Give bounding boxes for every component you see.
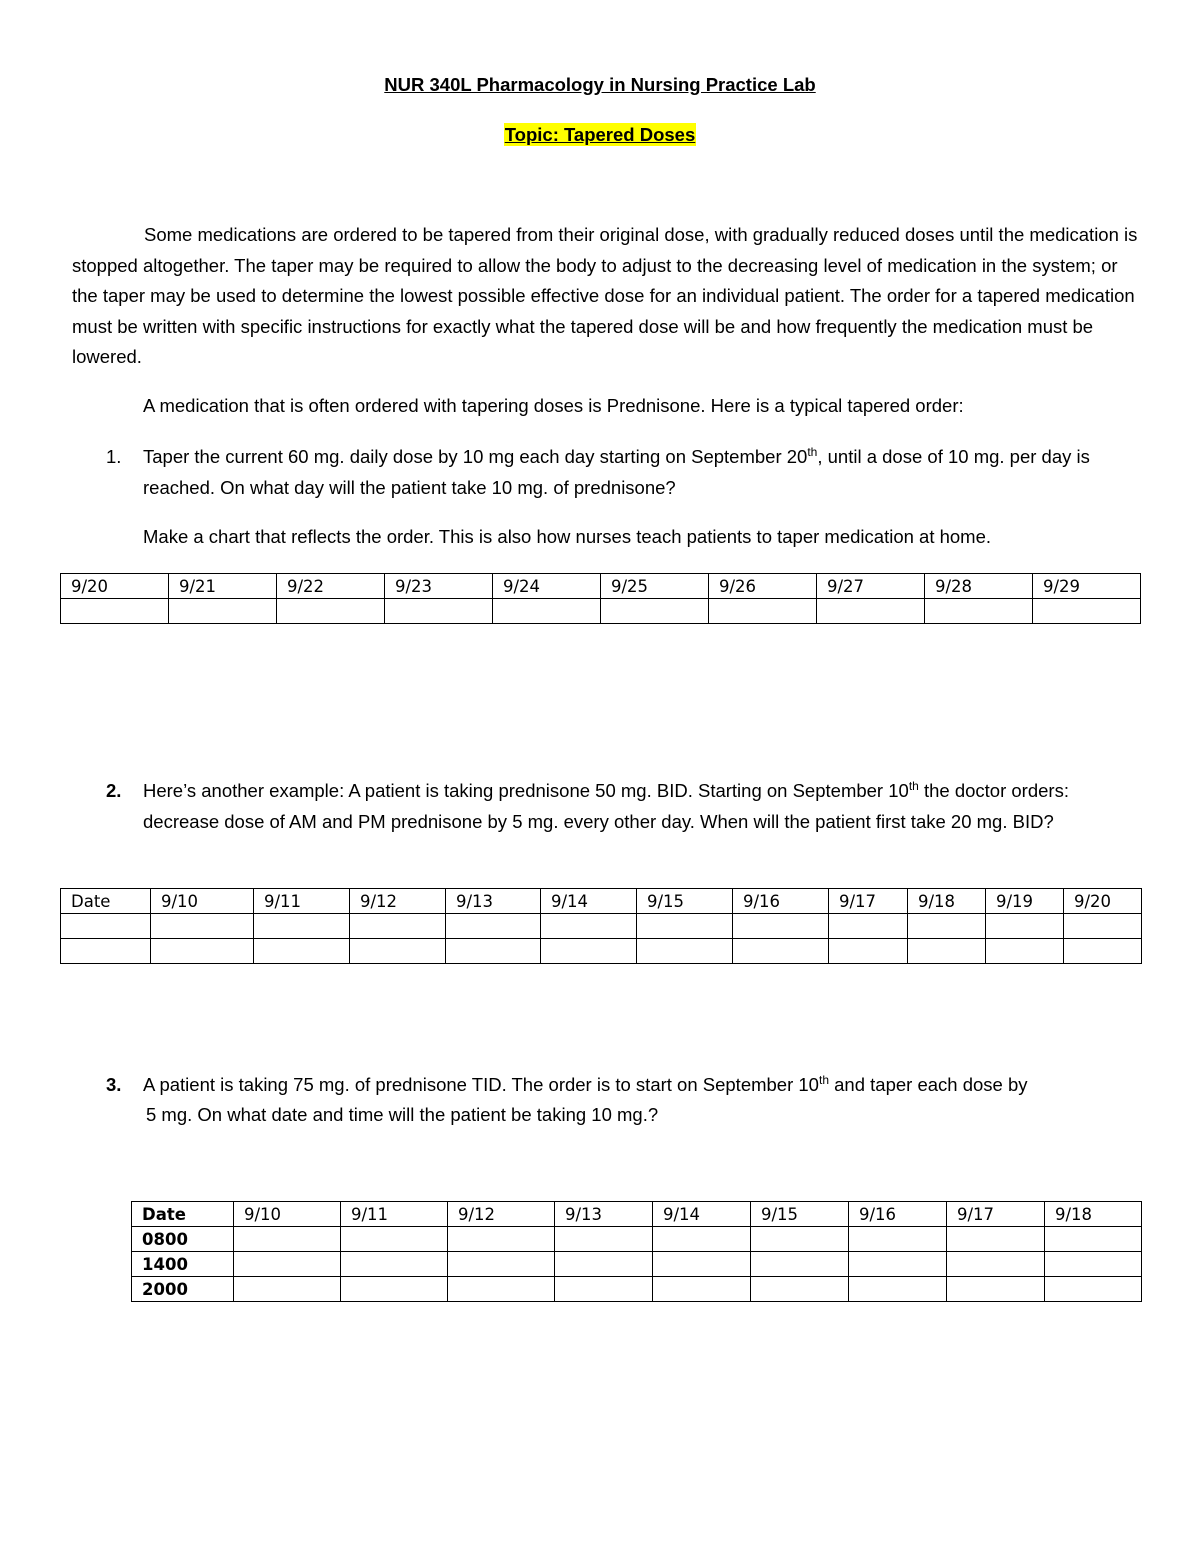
header-cell: 9/22 [277,574,385,599]
dose-cell[interactable] [448,1277,555,1302]
dose-cell[interactable] [493,599,601,624]
question-2-text-a: Here’s another example: A patient is taking prednisone 50 mg. BID. Starting on September 10 [143,780,909,801]
dose-cell[interactable] [829,914,908,939]
header-cell: Date [132,1202,234,1227]
header-cell: 9/15 [751,1202,849,1227]
table-row [132,1227,1142,1252]
topic-heading-wrap [0,124,1200,146]
header-cell: 9/11 [341,1202,448,1227]
question-1-text [143,442,1123,503]
intro-text: Some medications are ordered to be tapered from their original dose, with gradually reduced doses until the medication is stopped altogether. The taper may be required to allow the body to adjust to the decreasing level of medication in the system; or the taper may be used to determine the lowest possible effective dose for an individual patient. The order for a tapered medication must be written with specific instructions for exactly what the tapered dose will be and how frequently the medication must be lowered. [72,224,1138,367]
dose-cell[interactable] [1033,599,1141,624]
header-cell: 9/17 [947,1202,1045,1227]
question-2-text [143,776,1118,837]
dose-cell[interactable] [637,939,733,964]
table-row [132,1252,1142,1277]
table-header-row [61,574,1141,599]
question-3-superscript: th [818,1072,829,1087]
dose-cell[interactable] [733,939,829,964]
dose-cell[interactable] [637,914,733,939]
header-cell: 9/16 [849,1202,947,1227]
dose-cell[interactable] [653,1227,751,1252]
question-3-text-a: A patient is taking 75 mg. of prednisone TID. The order is to start on September 10 [143,1074,819,1095]
header-cell: 9/20 [61,574,169,599]
dose-cell[interactable] [151,914,254,939]
question-3-number: 3. [106,1074,122,1095]
dose-cell[interactable] [254,914,350,939]
dose-cell[interactable] [751,1227,849,1252]
header-cell: 9/26 [709,574,817,599]
header-cell: 9/21 [169,574,277,599]
header-cell: 9/12 [448,1202,555,1227]
header-cell: 9/14 [541,889,637,914]
time-label-cell: 0800 [132,1227,234,1252]
dose-cell[interactable] [1045,1277,1142,1302]
question-1-number: 1. [106,446,122,467]
document-title: NUR 340L Pharmacology in Nursing Practice Lab [384,74,816,95]
dose-cell[interactable] [555,1252,653,1277]
question-3-text-b: and taper each dose by [829,1074,1028,1095]
dose-cell[interactable] [829,939,908,964]
dose-cell[interactable] [947,1227,1045,1252]
dose-cell[interactable] [849,1277,947,1302]
dose-cell[interactable] [709,599,817,624]
dose-cell[interactable] [849,1252,947,1277]
question-2-number: 2. [106,780,122,801]
taper-table-2 [60,888,1142,964]
dose-cell[interactable] [947,1252,1045,1277]
dose-cell[interactable] [986,914,1064,939]
dose-cell[interactable] [151,939,254,964]
time-label-cell: 1400 [132,1252,234,1277]
header-cell: 9/15 [637,889,733,914]
table-header-row [61,889,1142,914]
dose-cell[interactable] [751,1252,849,1277]
header-cell: 9/13 [555,1202,653,1227]
dose-cell[interactable] [448,1227,555,1252]
dose-cell[interactable] [817,599,925,624]
dose-cell[interactable] [341,1277,448,1302]
dose-cell[interactable] [341,1227,448,1252]
dose-cell[interactable] [61,939,151,964]
dose-cell[interactable] [555,1227,653,1252]
question-3-text [143,1070,1143,1101]
question-1-text-a: Taper the current 60 mg. daily dose by 10 mg each day starting on September 20 [143,446,808,467]
header-cell: 9/27 [817,574,925,599]
question-2-text-b: the doctor orders: decrease dose of AM and PM prednisone by 5 mg. every other day. When will the patient first take 20 mg. BID? [143,780,1069,832]
header-cell: Date [61,889,151,914]
table-row [61,939,1142,964]
header-cell: 9/13 [446,889,541,914]
dose-cell[interactable] [1045,1252,1142,1277]
dose-cell[interactable] [849,1227,947,1252]
dose-cell[interactable] [541,939,637,964]
header-cell: 9/19 [986,889,1064,914]
topic-heading: Topic: Tapered Doses [504,124,696,145]
dose-cell[interactable] [61,914,151,939]
dose-cell[interactable] [925,599,1033,624]
question-1-superscript: th [807,444,818,459]
intro-paragraph [72,220,1142,373]
chart-instruction: Make a chart that reflects the order. This is also how nurses teach patients to taper medication at home. [143,526,992,547]
dose-cell[interactable] [277,599,385,624]
dose-cell[interactable] [446,939,541,964]
header-cell: 9/16 [733,889,829,914]
header-cell: 9/11 [254,889,350,914]
header-cell: 9/10 [234,1202,341,1227]
dose-cell[interactable] [541,914,637,939]
dose-cell[interactable] [341,1252,448,1277]
dose-cell[interactable] [601,599,709,624]
header-cell: 9/18 [908,889,986,914]
taper-table-3 [131,1201,1142,1302]
dose-cell[interactable] [1045,1227,1142,1252]
table-row [132,1277,1142,1302]
dose-cell[interactable] [751,1277,849,1302]
header-cell: 9/12 [350,889,446,914]
header-cell: 9/25 [601,574,709,599]
dose-cell[interactable] [1064,914,1142,939]
dose-cell[interactable] [908,939,986,964]
dose-cell[interactable] [446,914,541,939]
question-2-superscript: th [908,778,919,793]
question-3-text-continued: 5 mg. On what date and time will the patient be taking 10 mg.? [146,1104,659,1125]
dose-cell[interactable] [234,1277,341,1302]
dose-cell[interactable] [733,914,829,939]
header-cell: 9/17 [829,889,908,914]
dose-cell[interactable] [385,599,493,624]
dose-cell[interactable] [448,1252,555,1277]
time-label-cell: 2000 [132,1277,234,1302]
dose-cell[interactable] [234,1227,341,1252]
dose-cell[interactable] [1064,939,1142,964]
dose-cell[interactable] [350,939,446,964]
header-cell: 9/18 [1045,1202,1142,1227]
dose-cell[interactable] [947,1277,1045,1302]
table-header-row [132,1202,1142,1227]
table-row [61,914,1142,939]
header-cell: 9/24 [493,574,601,599]
dose-cell[interactable] [908,914,986,939]
question-1-text-b: , until a dose of 10 mg. per day is reached. On what day will the patient take 10 mg. of prednisone? [143,446,1090,498]
taper-table-1 [60,573,1141,624]
dose-cell[interactable] [653,1277,751,1302]
header-cell: 9/14 [653,1202,751,1227]
header-cell: 9/20 [1064,889,1142,914]
dose-cell[interactable] [169,599,277,624]
dose-cell[interactable] [61,599,169,624]
dose-cell[interactable] [653,1252,751,1277]
header-cell: 9/23 [385,574,493,599]
header-cell: 9/29 [1033,574,1141,599]
dose-cell[interactable] [986,939,1064,964]
header-cell: 9/10 [151,889,254,914]
dose-cell[interactable] [234,1252,341,1277]
header-cell: 9/28 [925,574,1033,599]
dose-cell[interactable] [254,939,350,964]
example-intro: A medication that is often ordered with tapering doses is Prednisone. Here is a typical tapered order: [143,395,964,416]
dose-cell[interactable] [555,1277,653,1302]
dose-cell[interactable] [350,914,446,939]
table-row [61,599,1141,624]
